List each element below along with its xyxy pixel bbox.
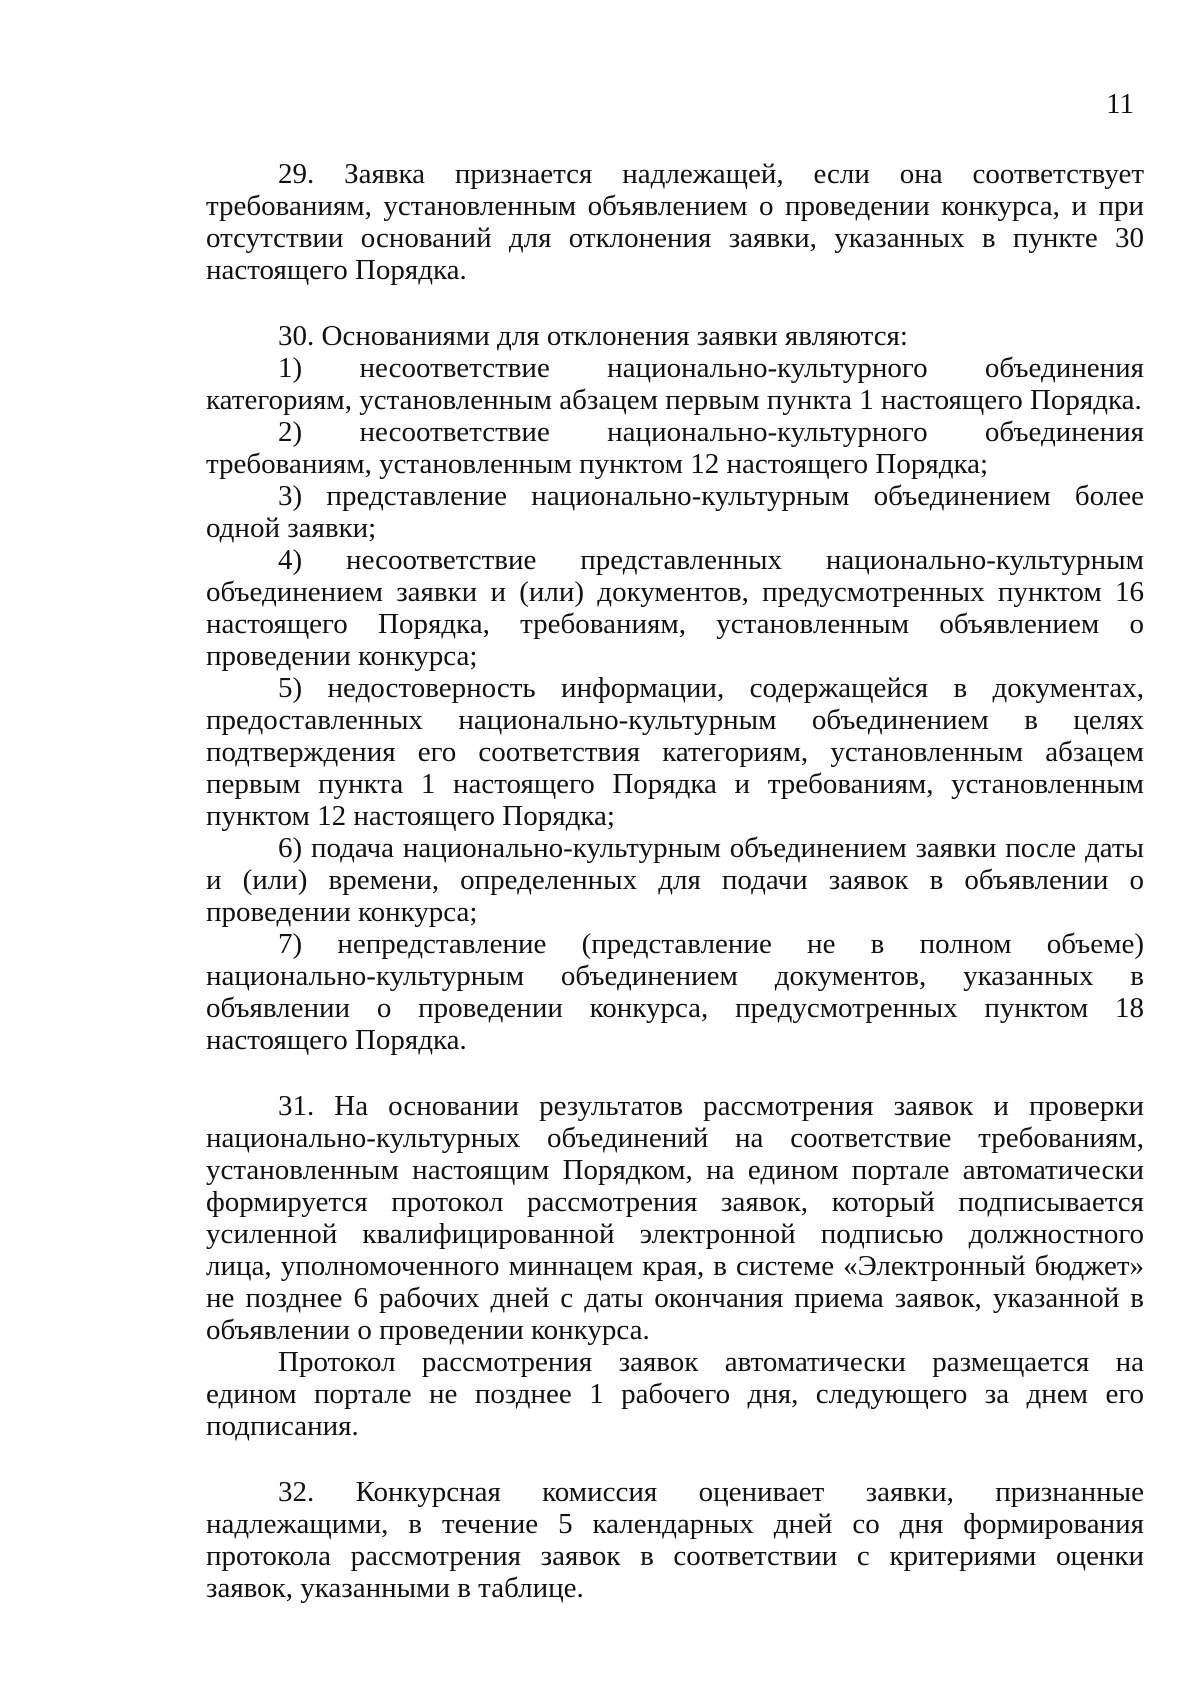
paragraph-gap xyxy=(206,1056,1144,1090)
page-number: 11 xyxy=(1106,88,1134,120)
document-body xyxy=(206,158,1144,1604)
paragraph-30-item-6: 6) подача национально-культурным объединением заявки после даты и (или) времени, определенных для подачи заявок в объявлении о проведении конкурса; xyxy=(206,832,1144,928)
paragraph-31: 31. На основании результатов рассмотрения заявок и проверки национально-культурных объединений на соответствие требованиям, установленным настоящим Порядком, на едином портале автоматически формируется протокол рассмотрения заявок, который подписывается усиленной квалифицированной электронной подписью должностного лица, уполномоченного миннацем края, в системе «Электронный бюджет» не позднее 6 рабочих дней с даты окончания приема заявок, указанной в объявлении о проведении конкурса. xyxy=(206,1090,1144,1346)
paragraph-30-item-4: 4) несоответствие представленных национально-культурным объединением заявки и (или) документов, предусмотренных пунктом 16 настоящего Порядка, требованиям, установленным объявлением о проведении конкурса; xyxy=(206,544,1144,672)
paragraph-32: 32. Конкурсная комиссия оценивает заявки, признанные надлежащими, в течение 5 календарных дней со дня формирования протокола рассмотрения заявок в соответствии с критериями оценки заявок, указанными в таблице. xyxy=(206,1476,1144,1604)
paragraph-31-continuation: Протокол рассмотрения заявок автоматически размещается на едином портале не позднее 1 рабочего дня, следующего за днем его подписания. xyxy=(206,1346,1144,1442)
paragraph-30-item-7: 7) непредставление (представление не в полном объеме) национально-культурным объединением документов, указанных в объявлении о проведении конкурса, предусмотренных пунктом 18 настоящего Порядка. xyxy=(206,928,1144,1056)
paragraph-gap xyxy=(206,286,1144,320)
paragraph-gap xyxy=(206,1442,1144,1476)
paragraph-30-item-5: 5) недостоверность информации, содержащейся в документах, предоставленных национально-культурным объединением в целях подтверждения его соответствия категориям, установленным абзацем первым пункта 1 настоящего Порядка и требованиям, установленным пунктом 12 настоящего Порядка; xyxy=(206,672,1144,832)
paragraph-30-item-3: 3) представление национально-культурным объединением более одной заявки; xyxy=(206,480,1144,544)
paragraph-30-intro: 30. Основаниями для отклонения заявки являются: xyxy=(278,320,908,352)
paragraph-30-item-1: 1) несоответствие национально-культурного объединения категориям, установленным абзацем первым пункта 1 настоящего Порядка. xyxy=(206,352,1144,416)
paragraph-29: 29. Заявка признается надлежащей, если она соответствует требованиям, установленным объявлением о проведении конкурса, и при отсутствии оснований для отклонения заявки, указанных в пункте 30 настоящего Порядка. xyxy=(206,158,1144,286)
paragraph-30-item-2: 2) несоответствие национально-культурного объединения требованиям, установленным пунктом 12 настоящего Порядка; xyxy=(206,416,1144,480)
